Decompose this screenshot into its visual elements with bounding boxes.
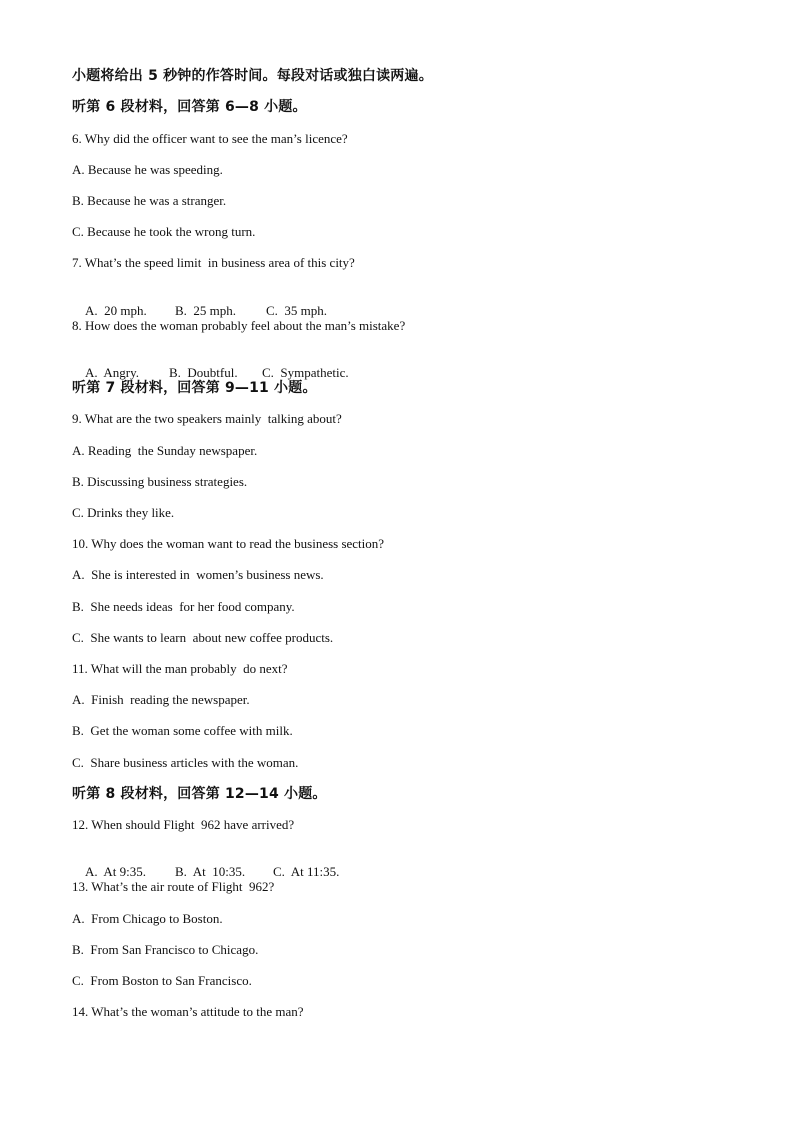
option: B. From San Francisco to Chicago.: [72, 942, 259, 957]
option: C. She wants to learn about new coffee products.: [72, 630, 334, 645]
option: A. 20 mph.: [85, 303, 147, 318]
question-stem: 11. What will the man probably do next?: [72, 661, 288, 676]
option: B. She needs ideas for her food company.: [72, 599, 295, 614]
question-stem: 6. Why did the officer want to see the man’s licence?: [72, 131, 348, 146]
option: B. Get the woman some coffee with milk.: [72, 723, 293, 738]
option: A. Reading the Sunday newspaper.: [72, 443, 258, 458]
option: B. 25 mph.: [175, 303, 237, 318]
section-heading: 听第 7 段材料，回答第 9—11 小题。: [72, 380, 317, 396]
option: C. Because he took the wrong turn.: [72, 224, 256, 239]
option: B. Discussing business strategies.: [72, 474, 248, 489]
instructions: 小题将给出 5 秒钟的作答时间。每段对话或独白读两遍。: [72, 68, 433, 84]
option: B. At 10:35.: [175, 864, 246, 879]
section-heading: 听第 8 段材料，回答第 12—14 小题。: [72, 786, 327, 802]
option: A. From Chicago to Boston.: [72, 911, 223, 926]
question-stem: 13. What’s the air route of Flight 962?: [72, 879, 275, 894]
section-heading: 听第 6 段材料，回答第 6—8 小题。: [72, 99, 307, 115]
question-stem: 14. What’s the woman’s attitude to the man?: [72, 1004, 304, 1019]
question-stem: 10. Why does the woman want to read the business section?: [72, 536, 385, 551]
question-stem: 9. What are the two speakers mainly talking about?: [72, 411, 342, 426]
option: A. Finish reading the newspaper.: [72, 692, 250, 707]
option: C. Drinks they like.: [72, 505, 175, 520]
question-stem: 7. What’s the speed limit in business area of this city?: [72, 255, 355, 270]
option: C. From Boston to San Francisco.: [72, 973, 252, 988]
option: A. At 9:35.: [85, 864, 147, 879]
option: A. Angry.: [85, 365, 140, 380]
option: A. Because he was speeding.: [72, 162, 223, 177]
option: C. Sympathetic.: [262, 365, 349, 380]
option: C. At 11:35.: [273, 864, 340, 879]
option: C. Share business articles with the woman.: [72, 755, 299, 770]
option: B. Because he was a stranger.: [72, 193, 227, 208]
question-stem: 8. How does the woman probably feel about the man’s mistake?: [72, 318, 406, 333]
option: B. Doubtful.: [169, 365, 238, 380]
option: C. 35 mph.: [266, 303, 328, 318]
option: A. She is interested in women’s business news.: [72, 567, 324, 582]
question-stem: 12. When should Flight 962 have arrived?: [72, 817, 295, 832]
